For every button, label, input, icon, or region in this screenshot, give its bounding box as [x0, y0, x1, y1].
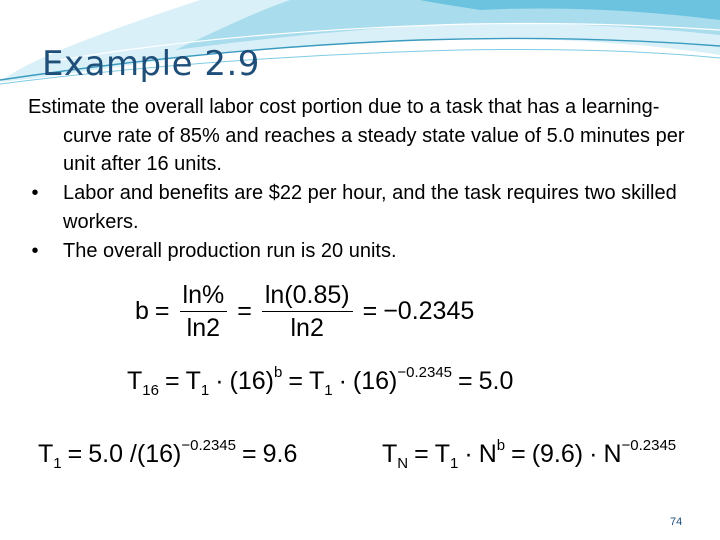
- eq2-base: (16): [229, 367, 274, 395]
- eq4-tn: T: [382, 440, 398, 468]
- eq1-lhs: b: [135, 297, 149, 326]
- eq1-frac1-denominator: ln2: [186, 314, 221, 342]
- eq1-fraction-2: [262, 280, 353, 345]
- eq4-tn-sub: N: [397, 455, 409, 472]
- eq4-mid: (9.6): [531, 440, 584, 468]
- bullet-item-2: [28, 237, 708, 266]
- equation-t16: $T_{16} = T_1 \cdot (16)^b = T_1 \cdot (16)^{-0.2345} = 5.0$: [127, 364, 514, 399]
- eq4-n: N: [478, 440, 497, 468]
- slide-body: [28, 93, 708, 265]
- eq2-t1-again: T: [308, 367, 325, 395]
- eq1-result: −0.2345: [383, 297, 475, 326]
- intro-paragraph: Estimate the overall labor cost portion due to a task that has a learning-curve rate of 85% and reaches a steady state value of 5.0 minutes per unit after 16 units.: [28, 96, 685, 176]
- eq1-fraction-1: [180, 280, 228, 345]
- eq3-exp-val: −0.2345: [181, 437, 236, 454]
- eq2-t: T: [127, 367, 143, 395]
- slide-title: Example 2.9: [42, 44, 260, 84]
- eq1-frac1-numerator: ln%: [180, 280, 228, 312]
- bullet-icon: •: [31, 239, 39, 262]
- bullet-text-1: Labor and benefits are $22 per hour, and the task requires two skilled workers.: [63, 182, 677, 233]
- eq2-exp-b: b: [274, 364, 283, 381]
- equation-b: b = $\frac{\ln\%}{\ln 2}$ = $\frac{\ln(0.85)}{\ln 2}$ = −0.2345: [135, 280, 474, 345]
- eq4-exp-b: b: [496, 437, 506, 454]
- eq4-n-again: N: [603, 440, 622, 468]
- eq4-t1: T: [434, 440, 451, 468]
- eq1-frac2-denominator: ln2: [290, 314, 324, 342]
- bullet-text-2: The overall production run is 20 units.: [63, 239, 397, 262]
- bullet-item-1: [28, 179, 708, 236]
- eq4-t1-sub: 1: [450, 455, 459, 472]
- eq2-exp-val: −0.2345: [397, 364, 453, 381]
- page-number: 74: [670, 516, 683, 528]
- eq3-t1-sub: 1: [53, 455, 62, 472]
- eq2-t1-sub: 1: [200, 382, 210, 399]
- eq3-t1: T: [38, 440, 54, 468]
- eq2-t1-sub-again: 1: [324, 382, 333, 399]
- eq2-result: 5.0: [478, 367, 514, 395]
- eq3-expr: 5.0 /(16): [88, 440, 182, 468]
- eq2-t1: T: [185, 367, 201, 395]
- eq3-result: 9.6: [262, 440, 298, 468]
- eq2-base-again: (16): [352, 367, 398, 395]
- eq4-exp-val: −0.2345: [621, 437, 677, 454]
- eq1-frac2-numerator: ln(0.85): [262, 280, 353, 312]
- equation-t1: $T_1 = 5.0$ $/(16)^{-0.2345} = 9.6$: [38, 437, 298, 472]
- equation-tn: $T_N = T_1 \cdot N^b = (9.6) \cdot N^{-0.2345}$: [382, 437, 677, 472]
- eq2-t-sub: 16: [142, 382, 159, 399]
- bullet-icon: •: [31, 182, 39, 205]
